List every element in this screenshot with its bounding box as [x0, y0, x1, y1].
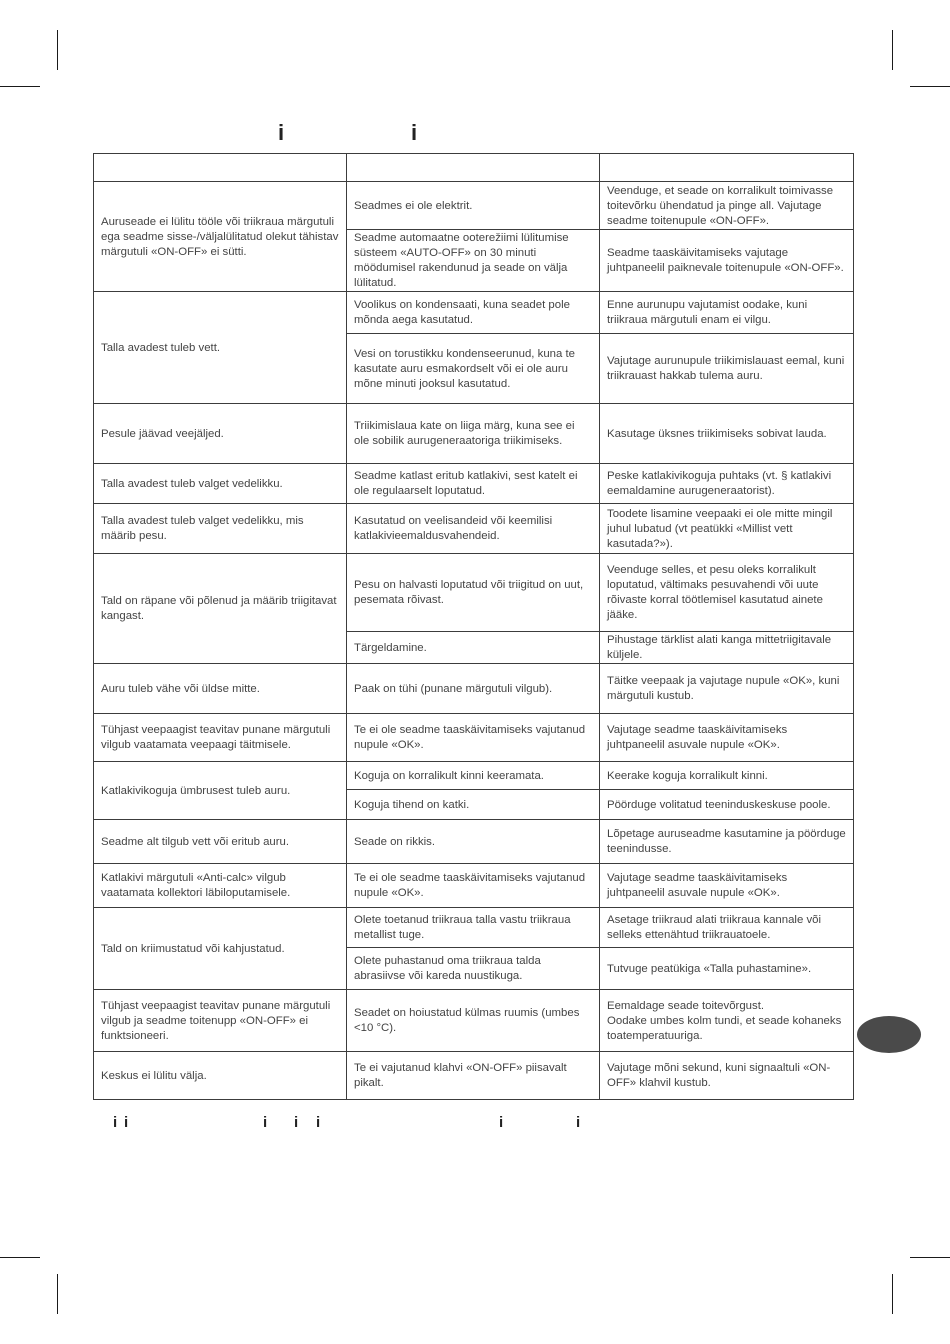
problem-cell: Auru tuleb vähe või üldse mitte.: [94, 664, 347, 714]
troubleshooting-table: [93, 153, 854, 1100]
solution-cell: Täitke veepaak ja vajutage nupule «OK», kuni märgutuli kustub.: [600, 664, 854, 714]
solution-cell: Vajutage mõni sekund, kuni signaaltuli «ON-OFF» klahvil kustub.: [600, 1052, 854, 1100]
table-row: [94, 554, 854, 632]
heading-glyph: i: [278, 120, 285, 145]
table-row: [94, 182, 854, 230]
cause-cell: Olete puhastanud oma triikraua talda abrasiivse või kareda nuustikuga.: [347, 948, 600, 990]
cause-cell: Seadet on hoiustatud külmas ruumis (umbes <10 °C).: [347, 990, 600, 1052]
solution-cell: Peske katlakivikoguja puhtaks (vt. § katlakivi eemaldamine aurugeneraatorist).: [600, 464, 854, 504]
problem-cell: Auruseade ei lülitu tööle või triikraua märgutuli ega seadme sisse-/väljalülitatud olekut tähistav märgutuli «ON-OFF» ei sütti.: [94, 182, 347, 292]
cause-cell: Seadme automaatne ooterežiimi lülitumise süsteem «AUTO-OFF» on 30 minuti möödumisel rakendunud ja seade on välja lülitatud.: [347, 230, 600, 292]
solution-cell: Pihustage tärklist alati kanga mittetriigitavale küljele.: [600, 632, 854, 664]
cause-cell: Triikimislaua kate on liiga märg, kuna see ei ole sobilik aurugeneraatoriga triikimiseks.: [347, 404, 600, 464]
page-tab-marker: [857, 1016, 921, 1053]
solution-cell: Vajutage aurunupule triikimislauast eemal, kuni triikrauast hakkab tulema auru.: [600, 334, 854, 404]
solution-cell: Vajutage seadme taaskäivitamiseks juhtpaneelil asuvale nupule «OK».: [600, 864, 854, 908]
problem-cell: Tühjast veepaagist teavitav punane märgutuli vilgub vaatamata veepaagi täitmisele.: [94, 714, 347, 762]
cause-cell: Te ei ole seadme taaskäivitamiseks vajutanud nupule «OK».: [347, 714, 600, 762]
cause-cell: Te ei vajutanud klahvi «ON-OFF» piisavalt pikalt.: [347, 1052, 600, 1100]
table-row: [94, 504, 854, 554]
solution-cell: Veenduge selles, et pesu oleks korralikult loputatud, vältimaks pesuvahendi või uute rõivaste korral töötlemisel kasutatud ainete jääke.: [600, 554, 854, 632]
table-row: [94, 464, 854, 504]
crop-mark-top-right: [892, 30, 893, 70]
problem-cell: Pesule jäävad veejäljed.: [94, 404, 347, 464]
solution-cell: Asetage triikraud alati triikraua kannale või selleks ettenähtud triikrauatoele.: [600, 908, 854, 948]
table-row: [94, 664, 854, 714]
crop-mark-bottom-right-h: [910, 1257, 950, 1258]
cause-cell: Paak on tühi (punane märgutuli vilgub).: [347, 664, 600, 714]
cause-cell: Seade on rikkis.: [347, 820, 600, 864]
footer-glyph: i: [316, 1114, 321, 1131]
solution-cell: Tutvuge peatükiga «Talla puhastamine».: [600, 948, 854, 990]
footer-glyph: i: [499, 1114, 504, 1131]
table-row: [94, 762, 854, 790]
header-cell-problem: [94, 154, 347, 182]
problem-cell: Talla avadest tuleb valget vedelikku, mis määrib pesu.: [94, 504, 347, 554]
solution-cell: Pöörduge volitatud teeninduskeskuse poole.: [600, 790, 854, 820]
cause-cell: Kasutatud on veelisandeid või keemilisi katlakivieemaldusvahendeid.: [347, 504, 600, 554]
cause-cell: Koguja on korralikult kinni keeramata.: [347, 762, 600, 790]
crop-mark-bottom-left: [57, 1274, 58, 1314]
table-row: [94, 714, 854, 762]
cause-cell: Olete toetanud triikraua talla vastu triikraua metallist tuge.: [347, 908, 600, 948]
table-row: [94, 1052, 854, 1100]
header-cell-solution: [600, 154, 854, 182]
problem-cell: Talla avadest tuleb valget vedelikku.: [94, 464, 347, 504]
footer-glyph: i: [113, 1114, 118, 1131]
table-row: [94, 864, 854, 908]
problem-cell: Tald on räpane või põlenud ja määrib triigitavat kangast.: [94, 554, 347, 664]
solution-cell: Seadme taaskäivitamiseks vajutage juhtpaneelil paiknevale toitenupule «ON-OFF».: [600, 230, 854, 292]
crop-mark-top-right-h: [910, 86, 950, 87]
header-cell-cause: [347, 154, 600, 182]
table-row: [94, 820, 854, 864]
footer-glyph: i: [576, 1114, 581, 1131]
table-header-row: [94, 154, 854, 182]
solution-cell: Enne aurunupu vajutamist oodake, kuni triikraua märgutuli enam ei vilgu.: [600, 292, 854, 334]
crop-mark-bottom-right: [892, 1274, 893, 1314]
crop-mark-bottom-left-h: [0, 1257, 40, 1258]
table-row: [94, 908, 854, 948]
crop-mark-top-left-h: [0, 86, 40, 87]
problem-cell: Seadme alt tilgub vett või eritub auru.: [94, 820, 347, 864]
solution-cell: Vajutage seadme taaskäivitamiseks juhtpaneelil asuvale nupule «OK».: [600, 714, 854, 762]
cause-cell: Vesi on torustikku kondenseerunud, kuna te kasutate auru esmakordselt või ei ole auru mõne minuti jooksul kasutatud.: [347, 334, 600, 404]
solution-cell: Keerake koguja korralikult kinni.: [600, 762, 854, 790]
footer-glyph: i: [124, 1114, 129, 1131]
table-row: [94, 292, 854, 334]
solution-cell: Lõpetage auruseadme kasutamine ja pöörduge teenindusse.: [600, 820, 854, 864]
cause-cell: Seadme katlast eritub katlakivi, sest katelt ei ole regulaarselt loputatud.: [347, 464, 600, 504]
table-body: [94, 154, 854, 1100]
cause-cell: Koguja tihend on katki.: [347, 790, 600, 820]
table-row: [94, 404, 854, 464]
problem-cell: Katlakivikoguja ümbrusest tuleb auru.: [94, 762, 347, 820]
cause-cell: Te ei ole seadme taaskäivitamiseks vajutanud nupule «OK».: [347, 864, 600, 908]
solution-cell: Eemaldage seade toitevõrgust. Oodake umbes kolm tundi, et seade kohaneks toatemperatuuriga.: [600, 990, 854, 1052]
problem-cell: Katlakivi märgutuli «Anti-calc» vilgub vaatamata kollektori läbiloputamisele.: [94, 864, 347, 908]
problem-cell: Talla avadest tuleb vett.: [94, 292, 347, 404]
solution-cell: Toodete lisamine veepaaki ei ole mitte mingil juhul lubatud (vt peatükki «Millist vett kasutada?»).: [600, 504, 854, 554]
heading-glyph: i: [411, 120, 418, 145]
cause-cell: Voolikus on kondensaati, kuna seadet pole mõnda aega kasutatud.: [347, 292, 600, 334]
footer-glyph: i: [294, 1114, 299, 1131]
footer-glyph: i: [263, 1114, 268, 1131]
table-row: [94, 990, 854, 1052]
solution-cell: Kasutage üksnes triikimiseks sobivat lauda.: [600, 404, 854, 464]
cause-cell: Tärgeldamine.: [347, 632, 600, 664]
solution-cell: Veenduge, et seade on korralikult toimivasse toitevõrku ühendatud ja pinge all. Vajutage seadme toitenupule «ON-OFF».: [600, 182, 854, 230]
problem-cell: Tühjast veepaagist teavitav punane märgutuli vilgub ja seadme toitenupp «ON-OFF» ei funktsioneeri.: [94, 990, 347, 1052]
problem-cell: Tald on kriimustatud või kahjustatud.: [94, 908, 347, 990]
problem-cell: Keskus ei lülitu välja.: [94, 1052, 347, 1100]
crop-mark-top-left: [57, 30, 58, 70]
cause-cell: Seadmes ei ole elektrit.: [347, 182, 600, 230]
cause-cell: Pesu on halvasti loputatud või triigitud on uut, pesemata rõivast.: [347, 554, 600, 632]
